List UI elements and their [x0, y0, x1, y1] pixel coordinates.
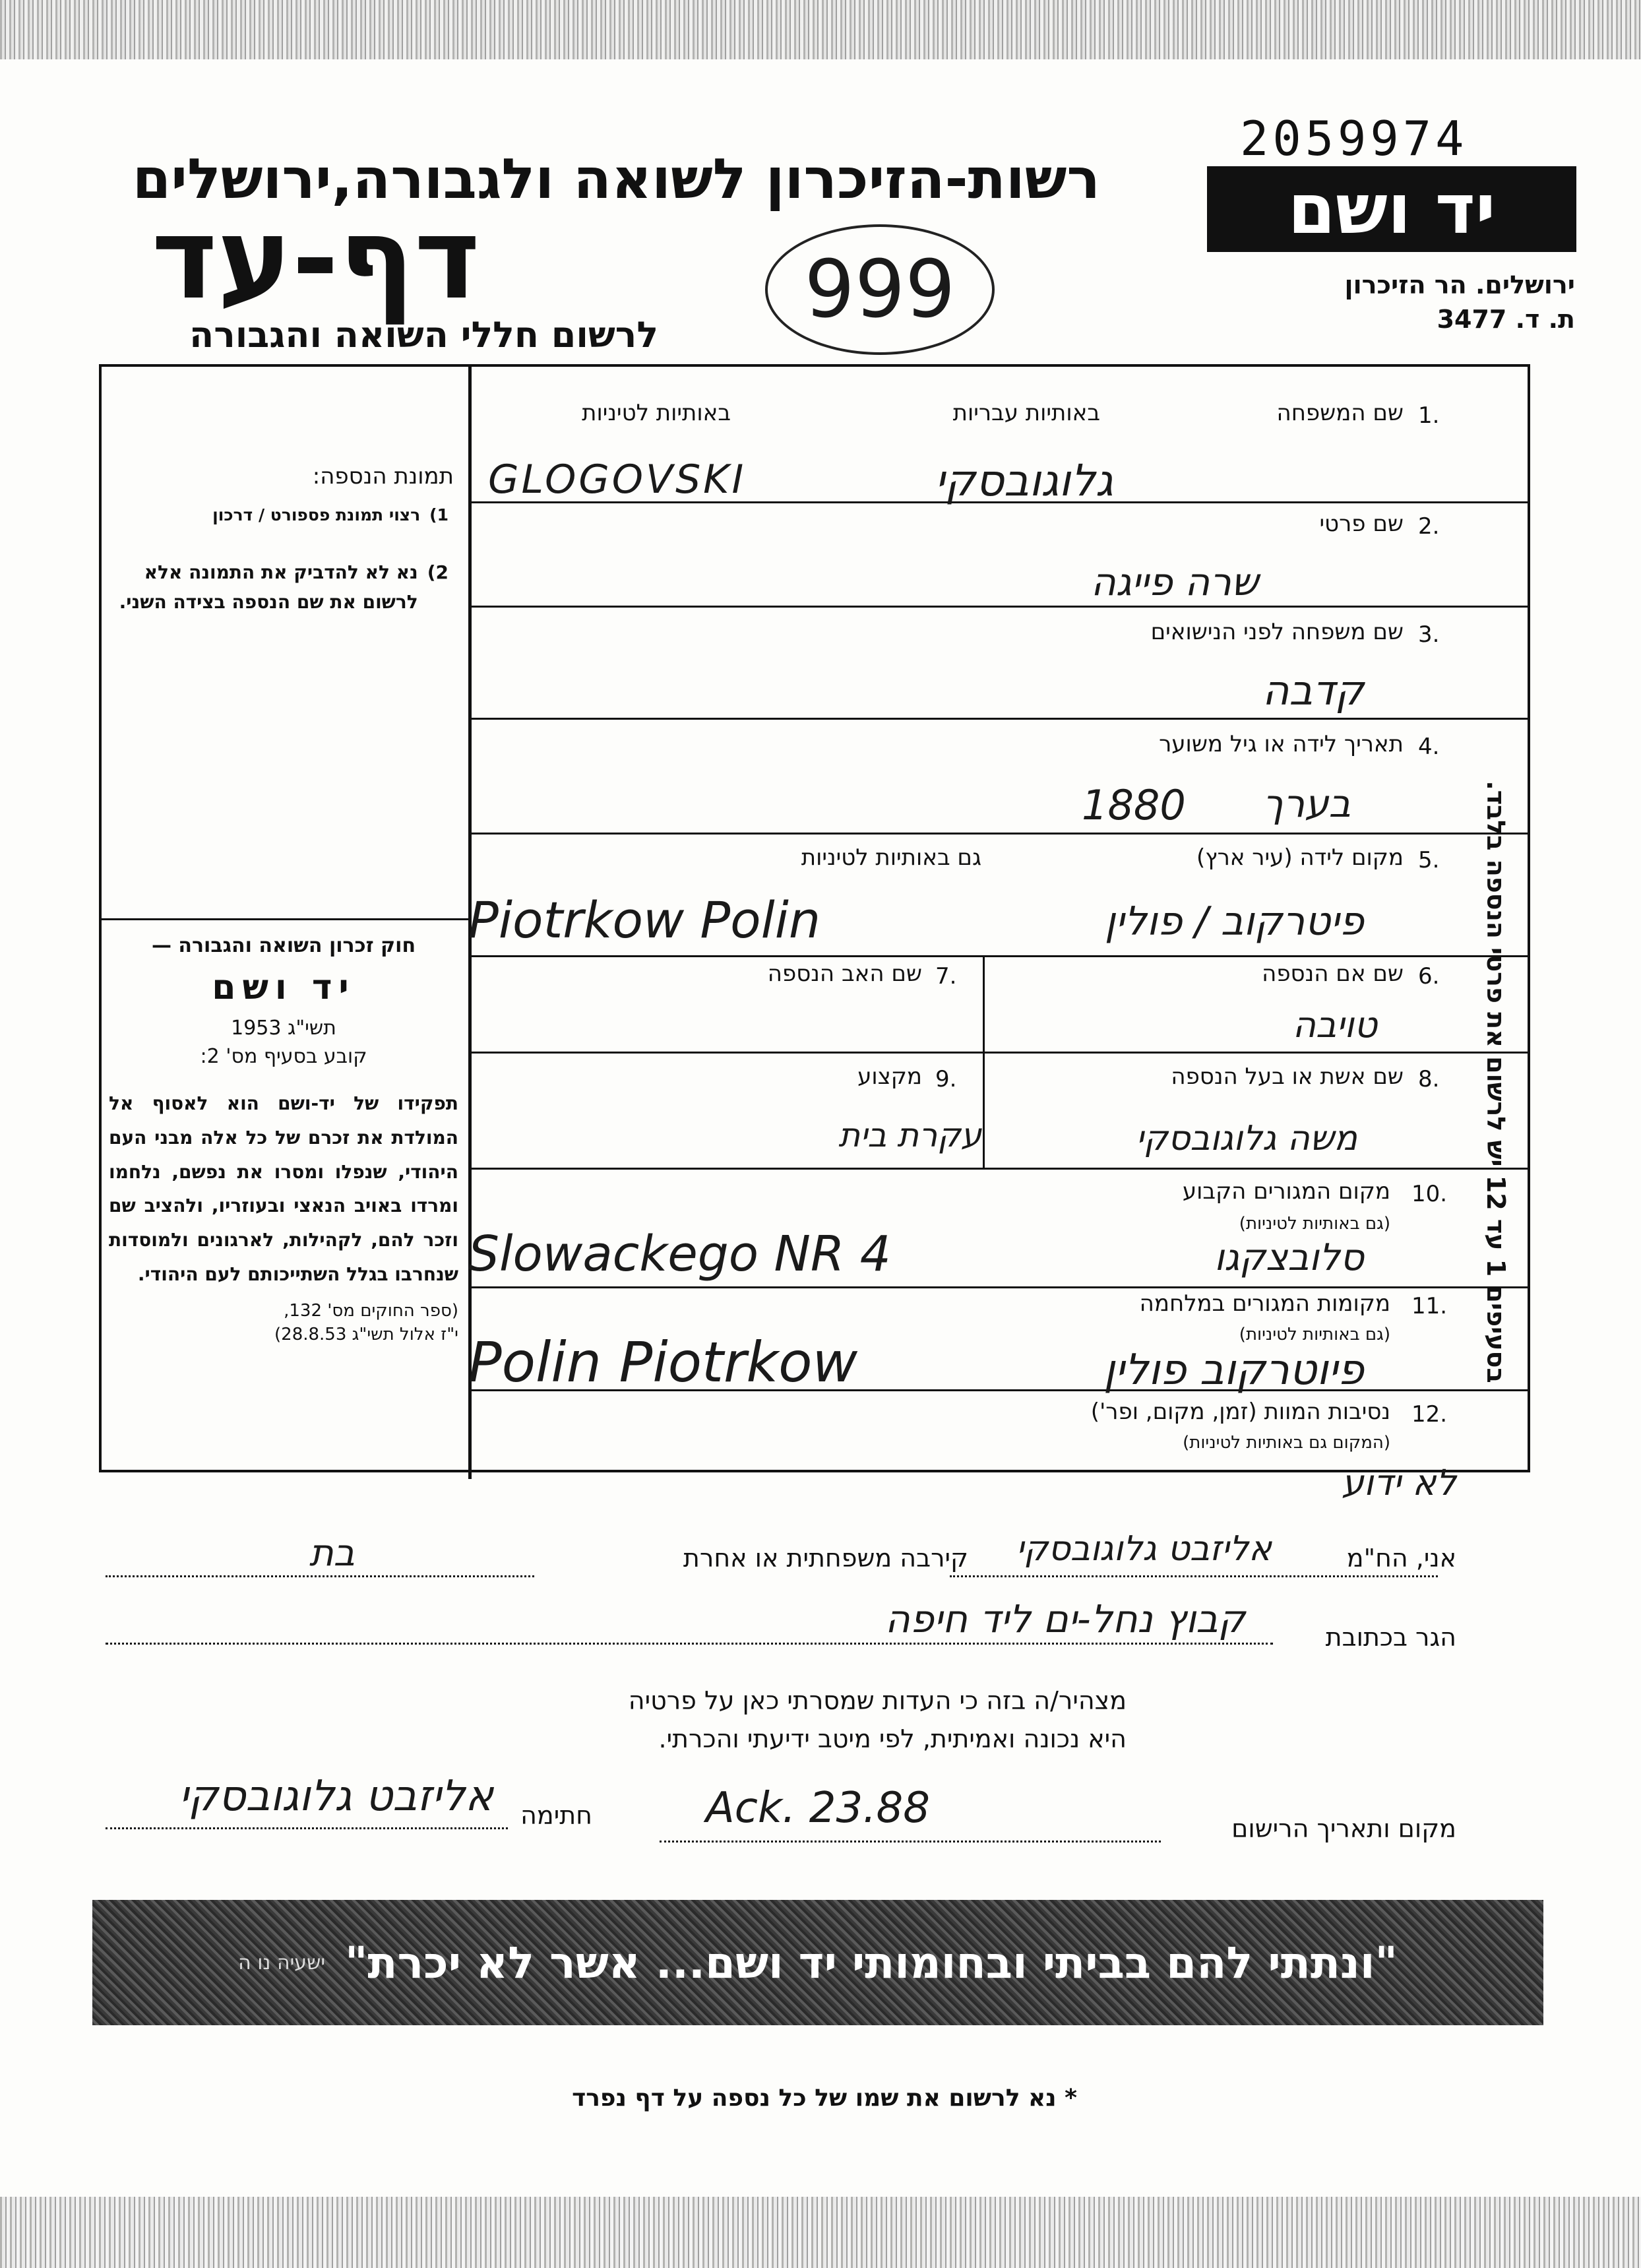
declaration-address-value: קבוץ נחל-ים ליד חיפה [884, 1596, 1245, 1641]
field-10-sublabel: (גם באותיות לטיניות) [1239, 1214, 1390, 1234]
row-divider [470, 833, 1530, 835]
field-9-num: 9. [935, 1066, 957, 1092]
declaration-name-line [950, 1575, 1438, 1577]
field-4-label: תאריך לידה או גיל משוער [1159, 731, 1404, 757]
row-divider [470, 1052, 1530, 1054]
field-7-label: שם האב הנספה [767, 961, 922, 987]
photo-note-1 [119, 505, 449, 524]
field-6-label: שם אם הנספה [1262, 961, 1404, 987]
law-box [109, 930, 458, 1344]
photo-note-2-num: 2) [427, 561, 449, 583]
column-latin-letters: באותיות לטיניות [582, 400, 731, 426]
authority-title: רשות-הזיכרון לשואה ולגבורה,ירושלים [132, 146, 1100, 211]
field-12-label: נסיבות המוות (זמן, מקום, ופר') [1090, 1399, 1390, 1425]
field-3-label: שם משפחה לפני הנישואים [1150, 619, 1404, 645]
place-date-label: מקום ותאריך הרישום [1231, 1814, 1456, 1843]
field-11-sublabel: (גם באותיות לטיניות) [1239, 1325, 1390, 1344]
law-text: תפקידו של יד-ושם הוא לאסוף אל המולדת את זכרם של כל אלה מבני העם היהודי, שנפלו ומסרו את נפשם, נלחמו ומרדו באויב הנאצי ובעוזריו, ולהציב שם וזכר להם, לקהילות, לארגונים ולמוסדות שנחרבו בגלל השתייכותם לעם היהודי. [109, 1092, 458, 1285]
field-12-value: לא ידוע [1341, 1462, 1456, 1503]
field-12-sublabel: (המקום גם באותיות לטיניות) [1183, 1433, 1390, 1453]
statement-line-1: מצהיר/ה בזה כי העדות שמסרתי כאן על פרטיה [628, 1686, 1127, 1715]
scan-noise-bottom [0, 2197, 1641, 2268]
law-heading: חוק זכרון השואה והגבורה — [151, 934, 416, 957]
field-7-num: 7. [935, 963, 957, 990]
field-11-value-hebrew: פיוטרקוב פולין [1103, 1346, 1364, 1395]
law-title: יד ושם [212, 968, 356, 1007]
signature-value: אליזבט גלוגובסקי [179, 1772, 493, 1821]
declaration-address-label: הגר בכתובת [1325, 1623, 1456, 1652]
address-line: ירושלים. הר הזיכרון [1344, 270, 1575, 299]
law-date: י"ז אלול תשי"ג 28.8.53) [274, 1324, 458, 1344]
scan-noise-top [0, 0, 1641, 59]
footer-note-text: נא לרשום את שמו של כל נספה על דף נפרד [572, 2085, 1057, 2112]
field-5-label: מקום לידה (עיר ארץ) [1196, 844, 1404, 871]
field-9-value: עקרת בית [838, 1116, 981, 1154]
signature-line [106, 1827, 508, 1829]
field-1-value-hebrew: גלוגובסקי [935, 455, 1113, 506]
document-number: 2059974 [1240, 111, 1468, 166]
column-hebrew-letters: באותיות עבריות [952, 400, 1100, 426]
photo-box-title: תמונת הנספה: [312, 463, 454, 489]
row-divider [470, 1168, 1530, 1170]
field-10-num: 10. [1411, 1181, 1448, 1207]
quote-banner [92, 1900, 1543, 2025]
field-11-num: 11. [1411, 1293, 1448, 1319]
relation-line [106, 1575, 534, 1577]
field-12-num: 12. [1411, 1401, 1448, 1428]
field-2-value: שרה פייגה [1090, 559, 1258, 604]
field-2-label: שם פרטי [1319, 511, 1404, 537]
field-6-value: טויבה [1292, 1004, 1377, 1046]
photo-note-2 [119, 558, 449, 617]
yad-vashem-logo [1207, 166, 1576, 252]
field-5-num: 5. [1418, 847, 1440, 873]
sidebar-split [99, 918, 468, 920]
side-note: בסעיפים 1 עד 12 יש לרשום את פרטי הנספה בלבד. [1481, 780, 1510, 1383]
row-divider [470, 718, 1530, 720]
law-clause: קובע בסעיף מס' 2: [200, 1045, 367, 1068]
field-1-label: שם המשפחה [1276, 400, 1404, 426]
circled-number: 999 [804, 243, 956, 336]
field-4-value-text: בערך [1262, 781, 1351, 826]
field-3-num: 3. [1418, 621, 1440, 648]
field-4-value-year: 1880 [1082, 781, 1186, 829]
field-8-label: שם אשת או בעל הנספה [1171, 1063, 1404, 1090]
declaration-witness-name: אליזבט גלוגובסקי [1016, 1529, 1272, 1569]
declaration-relation-value: בת [309, 1532, 355, 1575]
row-divider [470, 1286, 1530, 1288]
address-line-rule [106, 1643, 1273, 1645]
footer-star: * [1065, 2085, 1077, 2112]
field-1-value-latin: GLOGOVSKI [488, 457, 747, 503]
photo-note-1-text: רצוי תמונת פספורט / דרכון [212, 505, 421, 524]
form-subtitle: לרשום חללי השואה והגבורה [189, 314, 658, 356]
law-source: (ספר החוקים מס' 132, [284, 1300, 458, 1321]
field-5-value-hebrew: פיטרקוב / פולין [1104, 898, 1364, 945]
field-5-value-latin: Piotrkow Polin [468, 891, 821, 949]
statement-line-2: היא נכונה ואמיתית, לפי מיטב ידיעתי והכרתי. [658, 1724, 1127, 1753]
form-title: דף-עד [151, 194, 480, 325]
field-4-num: 4. [1418, 734, 1440, 760]
row-divider [470, 955, 1530, 957]
row-divider [470, 606, 1530, 608]
field-11-label: מקומות המגורים במלחמה [1139, 1290, 1390, 1317]
declaration-relation-label: קירבה משפחתית או אחרת [683, 1544, 968, 1573]
field-8-value: משה גלוגובסקי [1136, 1119, 1357, 1158]
place-date-value: Ack. 23.88 [706, 1784, 930, 1833]
field-2-num: 2. [1418, 513, 1440, 540]
field-8-num: 8. [1418, 1066, 1440, 1092]
law-year: תשי"ג 1953 [231, 1017, 336, 1040]
po-box: ת. ד. 3477 [1437, 305, 1575, 334]
photo-note-2-text: נא לא להדביק את התמונה אלא לרשום את שם הנספה בצידה השני. [119, 561, 418, 613]
signature-label: חתימה [520, 1801, 592, 1830]
circled-number-annotation [765, 224, 995, 355]
column-split [983, 955, 985, 1168]
declaration-i-label: אני, הח"מ [1346, 1544, 1456, 1573]
field-3-value: קדבה [1262, 666, 1364, 714]
logo-text: יד ושם [1287, 169, 1496, 249]
field-10-value-latin: Slowackego NR 4 [468, 1226, 891, 1282]
footer-note [462, 2085, 1187, 2112]
field-9-label: מקצוע [857, 1063, 922, 1090]
banner-quote: "ונתתי להם בביתי ובחומותי יד ושם... אשר לא יכרת" [345, 1937, 1398, 1988]
field-10-value-hebrew: סלובצקגו [1214, 1236, 1364, 1279]
field-10-label: מקום המגורים הקבוע [1182, 1178, 1390, 1205]
banner-source: ישעיה נו ה [238, 1951, 326, 1974]
place-date-line [660, 1841, 1161, 1843]
field-6-num: 6. [1418, 963, 1440, 990]
field-5-also-latin: גם באותיות לטיניות [801, 844, 981, 871]
field-11-value-latin: Polin Piotrkow [468, 1330, 858, 1395]
field-1-num: 1. [1418, 402, 1440, 429]
photo-note-1-num: 1) [429, 505, 449, 524]
